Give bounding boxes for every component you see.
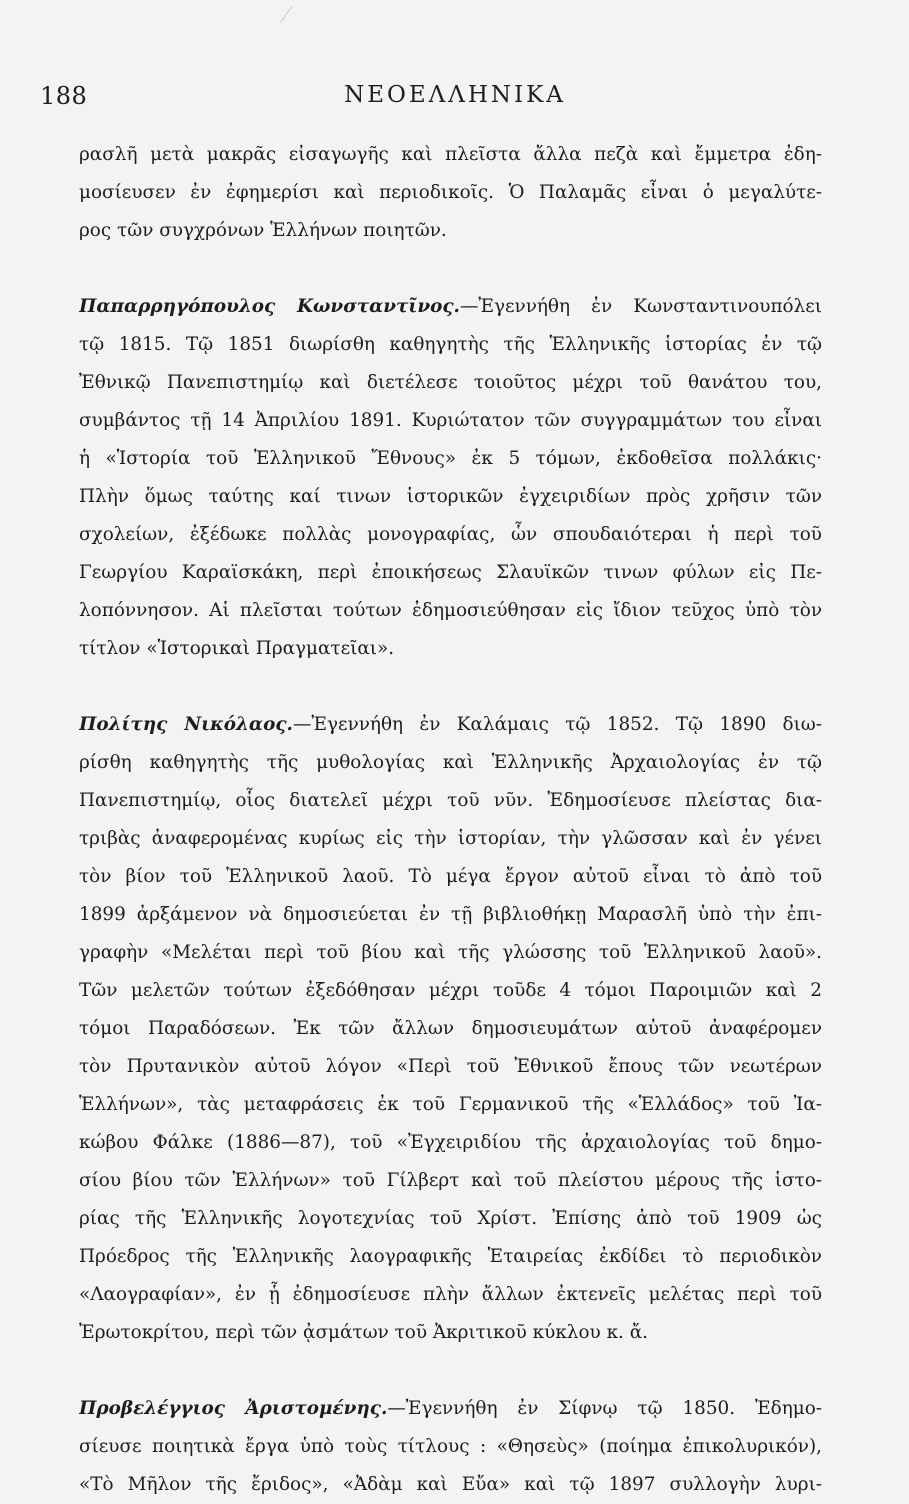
- text-line: Τῶν μελετῶν τούτων ἐξεδόθησαν μέχρι τοῦδε 4 τόμοι Παροιμιῶν καὶ 2: [79, 980, 822, 1001]
- text-line: Ἐρωτοκρίτου, περὶ τῶν ᾀσμάτων τοῦ Ἀκριτικοῦ κύκλου κ. ἄ.: [79, 1322, 649, 1343]
- page-body: [79, 136, 822, 1504]
- text-line: ρος τῶν συγχρόνων Ἑλλήνων ποιητῶν.: [79, 220, 447, 241]
- text-line: Γεωργίου Καραϊσκάκη, περὶ ἐποικήσεως Σλαυϊκῶν τινων φύλων εἰς Πε-: [79, 562, 822, 583]
- text-line: Ἑλλήνων», τὰς μεταφράσεις ἐκ τοῦ Γερμανικοῦ τῆς «Ἑλλάδος» τοῦ Ἰα-: [79, 1094, 822, 1115]
- entry-lemma: Παπαρρηγόπουλος Κωνσταντῖνος.: [79, 296, 460, 317]
- text-line: «Λαογραφίαν», ἐν ᾗ ἐδημοσίευσε πλὴν ἄλλων ἐκτενεῖς μελέτας περὶ τοῦ: [79, 1284, 822, 1305]
- paragraph-gap: [79, 668, 822, 706]
- entry-first-line-text: —Ἐγεννήθη ἐν Κωνσταντινουπόλει: [459, 296, 822, 317]
- paragraph-gap: [79, 1352, 822, 1390]
- text-line: ρίσθη καθηγητὴς τῆς μυθολογίας καὶ Ἑλληνικῆς Ἀρχαιολογίας ἐν τῷ: [79, 752, 822, 773]
- page-header: [40, 82, 870, 118]
- running-title: ΝΕΟΕΛΛΗΝΙΚΑ: [344, 82, 566, 108]
- text-line: τὸν βίον τοῦ Ἑλληνικοῦ λαοῦ. Τὸ μέγα ἔργον αὐτοῦ εἶναι τὸ ἀπὸ τοῦ: [79, 866, 822, 887]
- paragraph-gap: [79, 250, 822, 288]
- text-line: σίευσε ποιητικὰ ἔργα ὑπὸ τοὺς τίτλους : «Θησεὺς» (ποίημα ἐπικολυρικόν),: [79, 1436, 822, 1457]
- entry-first-line-text: —Ἐγεννήθη ἐν Καλάμαις τῷ 1852. Τῷ 1890 διω-: [292, 714, 822, 735]
- text-line: λοπόννησον. Αἱ πλεῖσται τούτων ἐδημοσιεύθησαν εἰς ἴδιον τεῦχος ὑπὸ τὸν: [79, 600, 822, 621]
- text-line: σίου βίου τῶν Ἑλλήνων» τοῦ Γίλβερτ καὶ τοῦ πλείστου μέρους τῆς ἱστο-: [79, 1170, 822, 1191]
- text-line: ἡ «Ἱστορία τοῦ Ἑλληνικοῦ Ἔθνους» ἐκ 5 τόμων, ἐκδοθεῖσα πολλάκις·: [79, 448, 822, 469]
- entry-first-line-text: —Ἐγεννήθη ἐν Σίφνῳ τῷ 1850. Ἐδημο-: [387, 1398, 822, 1419]
- text-line: «Τὸ Μῆλον τῆς ἔριδος», «Ἀδὰμ καὶ Εὔα» καὶ τῷ 1897 συλλογὴν λυρι-: [79, 1474, 822, 1495]
- entry-lemma: Προβελέγγιος Ἀριστομένης.: [79, 1398, 388, 1419]
- entry-lemma: Πολίτης Νικόλαος.: [79, 714, 293, 735]
- entry-provelengios: [79, 1390, 822, 1504]
- text-line: τόμοι Παραδόσεων. Ἐκ τῶν ἄλλων δημοσιευμάτων αὐτοῦ ἀναφέρομεν: [79, 1018, 822, 1039]
- text-line: Ἐθνικῷ Πανεπιστημίῳ καὶ διετέλεσε τοιοῦτος μέχρι τοῦ θανάτου του,: [79, 372, 822, 393]
- entry-continuation: [79, 136, 822, 250]
- page-number: 188: [40, 82, 88, 110]
- text-line: τριβὰς ἀναφερομένας κυρίως εἰς τὴν ἱστορίαν, τὴν γλῶσσαν καὶ ἐν γένει: [79, 828, 822, 849]
- text-line: ρίας τῆς Ἑλληνικῆς λογοτεχνίας τοῦ Χρίστ. Ἐπίσης ἀπὸ τοῦ 1909 ὡς: [79, 1208, 822, 1229]
- text-line: τίτλον «Ἱστορικαὶ Πραγματεῖαι».: [79, 638, 395, 659]
- text-line: Πρόεδρος τῆς Ἑλληνικῆς λαογραφικῆς Ἑταιρείας ἐκδίδει τὸ περιοδικὸν: [79, 1246, 822, 1267]
- text-line: τὸν Πρυτανικὸν αὐτοῦ λόγον «Περὶ τοῦ Ἐθνικοῦ ἔπους τῶν νεωτέρων: [79, 1056, 822, 1077]
- text-line: τῷ 1815. Τῷ 1851 διωρίσθη καθηγητὴς τῆς Ἑλληνικῆς ἱστορίας ἐν τῷ: [79, 334, 822, 355]
- page-edge-mark: [280, 6, 309, 34]
- text-line: συμβάντος τῇ 14 Ἀπριλίου 1891. Κυριώτατον τῶν συγγραμμάτων του εἶναι: [79, 410, 822, 431]
- text-line: ρασλῆ μετὰ μακρᾶς εἰσαγωγῆς καὶ πλεῖστα ἄλλα πεζὰ καὶ ἔμμετρα ἐδη-: [79, 144, 822, 165]
- text-line: κώβου Φάλκε (1886—87), τοῦ «Ἐγχειριδίου τῆς ἀρχαιολογίας τοῦ δημο-: [79, 1132, 822, 1153]
- text-line: γραφὴν «Μελέται περὶ τοῦ βίου καὶ τῆς γλώσσης τοῦ Ἑλληνικοῦ λαοῦ».: [79, 942, 822, 963]
- text-line: Πλὴν ὅμως ταύτης καί τινων ἱστορικῶν ἐγχειριδίων πρὸς χρῆσιν τῶν: [79, 486, 822, 507]
- text-line: μοσίευσεν ἐν ἐφημερίσι καὶ περιοδικοῖς. Ὁ Παλαμᾶς εἶναι ὁ μεγαλύτε-: [79, 182, 822, 203]
- entry-first-line: [79, 706, 822, 744]
- text-line: Πανεπιστημίῳ, οἷος διατελεῖ μέχρι τοῦ νῦν. Ἐδημοσίευσε πλείστας δια-: [79, 790, 822, 811]
- text-line: 1899 ἀρξάμενον νὰ δημοσιεύεται ἐν τῇ βιβλιοθήκῃ Μαρασλῆ ὑπὸ τὴν ἐπι-: [79, 904, 822, 925]
- entry-politis: [79, 706, 822, 1352]
- entry-first-line: [79, 288, 822, 326]
- entry-first-line: [79, 1390, 822, 1428]
- entry-paparrigopoulos: [79, 288, 822, 668]
- text-line: σχολείων, ἐξέδωκε πολλὰς μονογραφίας, ὧν σπουδαιότεραι ἡ περὶ τοῦ: [79, 524, 822, 545]
